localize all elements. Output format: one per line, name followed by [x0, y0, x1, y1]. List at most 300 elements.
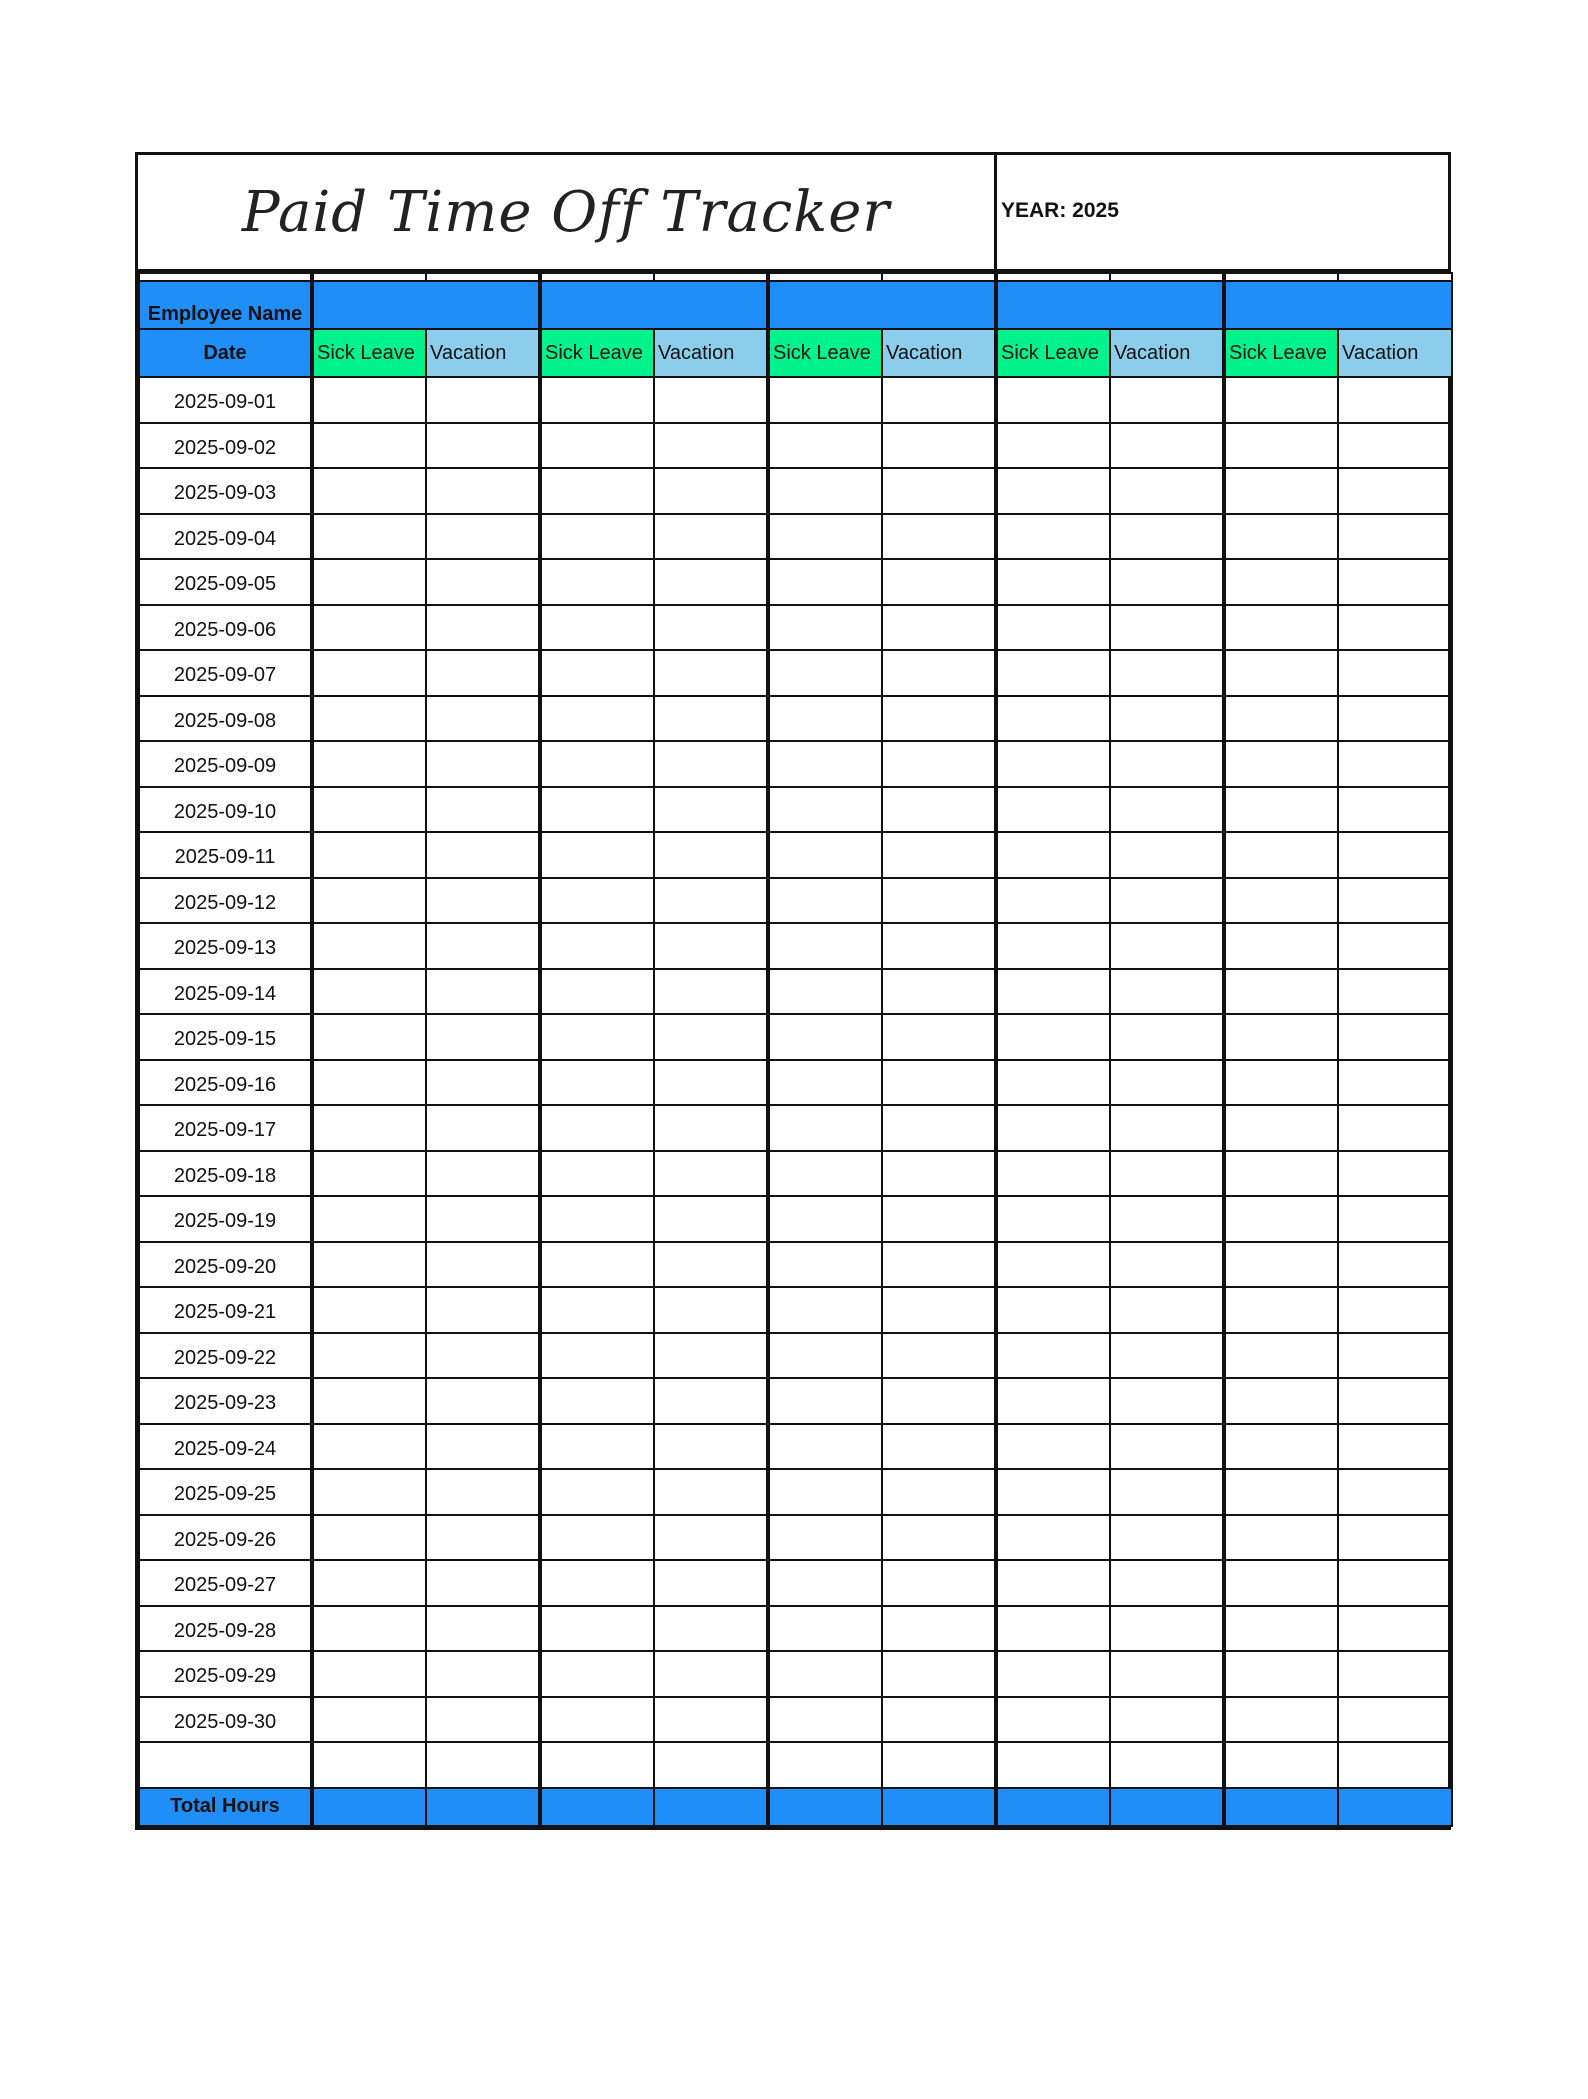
- sick-leave-cell[interactable]: [1224, 741, 1338, 787]
- sick-leave-cell[interactable]: [768, 1151, 882, 1197]
- vacation-cell[interactable]: [654, 832, 768, 878]
- vacation-cell[interactable]: [882, 423, 996, 469]
- vacation-cell[interactable]: [1338, 923, 1452, 969]
- sick-leave-cell[interactable]: [996, 1151, 1110, 1197]
- vacation-cell[interactable]: [426, 1469, 540, 1515]
- sick-leave-cell[interactable]: [1224, 1378, 1338, 1424]
- sick-leave-cell[interactable]: [1224, 650, 1338, 696]
- vacation-cell[interactable]: [654, 1242, 768, 1288]
- vacation-cell[interactable]: [426, 1105, 540, 1151]
- vacation-cell[interactable]: [654, 1196, 768, 1242]
- vacation-cell[interactable]: [1110, 650, 1224, 696]
- sick-leave-cell[interactable]: [540, 1105, 654, 1151]
- sick-leave-cell[interactable]: [1224, 1196, 1338, 1242]
- vacation-cell[interactable]: [1110, 1469, 1224, 1515]
- vacation-cell[interactable]: [1110, 741, 1224, 787]
- sick-leave-cell[interactable]: [1224, 1151, 1338, 1197]
- sick-leave-cell[interactable]: [768, 923, 882, 969]
- vacation-cell[interactable]: [654, 1105, 768, 1151]
- vacation-cell[interactable]: [654, 559, 768, 605]
- vacation-cell[interactable]: [1338, 832, 1452, 878]
- sick-leave-cell[interactable]: [312, 1242, 426, 1288]
- vacation-cell[interactable]: [1338, 514, 1452, 560]
- vacation-cell[interactable]: [1338, 1378, 1452, 1424]
- vacation-cell[interactable]: [426, 741, 540, 787]
- sick-leave-cell[interactable]: [1224, 1242, 1338, 1288]
- vacation-total-cell[interactable]: [426, 1788, 540, 1826]
- sick-leave-cell[interactable]: [540, 1651, 654, 1697]
- date-cell[interactable]: [139, 1742, 312, 1788]
- sick-leave-cell[interactable]: [1224, 1060, 1338, 1106]
- vacation-cell[interactable]: [1338, 468, 1452, 514]
- vacation-cell[interactable]: [1338, 1333, 1452, 1379]
- sick-leave-cell[interactable]: [1224, 468, 1338, 514]
- sick-leave-cell[interactable]: [312, 1560, 426, 1606]
- vacation-cell[interactable]: [654, 696, 768, 742]
- vacation-cell[interactable]: [654, 741, 768, 787]
- vacation-cell[interactable]: [426, 1242, 540, 1288]
- sick-leave-cell[interactable]: [1224, 1333, 1338, 1379]
- vacation-cell[interactable]: [1110, 923, 1224, 969]
- sick-leave-cell[interactable]: [1224, 1606, 1338, 1652]
- sick-leave-cell[interactable]: [312, 741, 426, 787]
- vacation-cell[interactable]: [1110, 514, 1224, 560]
- sick-leave-cell[interactable]: [1224, 1742, 1338, 1788]
- vacation-cell[interactable]: [426, 878, 540, 924]
- sick-leave-cell[interactable]: [1224, 923, 1338, 969]
- vacation-cell[interactable]: [426, 468, 540, 514]
- vacation-cell[interactable]: [426, 832, 540, 878]
- sick-leave-cell[interactable]: [768, 1697, 882, 1743]
- sick-leave-cell[interactable]: [540, 1424, 654, 1470]
- sick-leave-cell[interactable]: [1224, 1651, 1338, 1697]
- vacation-cell[interactable]: [1338, 559, 1452, 605]
- sick-leave-cell[interactable]: [996, 832, 1110, 878]
- vacation-cell[interactable]: [1338, 423, 1452, 469]
- vacation-cell[interactable]: [426, 696, 540, 742]
- vacation-cell[interactable]: [882, 605, 996, 651]
- vacation-cell[interactable]: [1338, 969, 1452, 1015]
- sick-leave-cell[interactable]: [768, 1060, 882, 1106]
- vacation-cell[interactable]: [654, 605, 768, 651]
- sick-leave-cell[interactable]: [768, 605, 882, 651]
- vacation-cell[interactable]: [882, 1515, 996, 1561]
- sick-leave-cell[interactable]: [996, 1196, 1110, 1242]
- vacation-cell[interactable]: [882, 1242, 996, 1288]
- vacation-cell[interactable]: [426, 1742, 540, 1788]
- sick-leave-cell[interactable]: [768, 1469, 882, 1515]
- sick-leave-cell[interactable]: [540, 514, 654, 560]
- sick-leave-cell[interactable]: [1224, 514, 1338, 560]
- vacation-cell[interactable]: [1110, 1060, 1224, 1106]
- vacation-cell[interactable]: [882, 650, 996, 696]
- vacation-cell[interactable]: [1338, 1424, 1452, 1470]
- sick-leave-cell[interactable]: [312, 605, 426, 651]
- vacation-cell[interactable]: [882, 741, 996, 787]
- vacation-cell[interactable]: [654, 1606, 768, 1652]
- sick-leave-cell[interactable]: [312, 1014, 426, 1060]
- sick-leave-cell[interactable]: [312, 696, 426, 742]
- sick-leave-total-cell[interactable]: [312, 1788, 426, 1826]
- vacation-cell[interactable]: [1338, 1196, 1452, 1242]
- vacation-cell[interactable]: [426, 787, 540, 833]
- vacation-cell[interactable]: [882, 1742, 996, 1788]
- sick-leave-cell[interactable]: [996, 377, 1110, 423]
- vacation-cell[interactable]: [1110, 1742, 1224, 1788]
- sick-leave-cell[interactable]: [1224, 1560, 1338, 1606]
- sick-leave-cell[interactable]: [312, 377, 426, 423]
- vacation-cell[interactable]: [1110, 605, 1224, 651]
- vacation-cell[interactable]: [882, 1424, 996, 1470]
- vacation-cell[interactable]: [1110, 1560, 1224, 1606]
- sick-leave-cell[interactable]: [996, 1333, 1110, 1379]
- sick-leave-cell[interactable]: [1224, 559, 1338, 605]
- sick-leave-cell[interactable]: [1224, 1287, 1338, 1333]
- sick-leave-cell[interactable]: [996, 1697, 1110, 1743]
- sick-leave-cell[interactable]: [540, 1151, 654, 1197]
- sick-leave-cell[interactable]: [540, 969, 654, 1015]
- sick-leave-cell[interactable]: [996, 468, 1110, 514]
- sick-leave-cell[interactable]: [996, 878, 1110, 924]
- vacation-total-cell[interactable]: [654, 1788, 768, 1826]
- vacation-cell[interactable]: [1338, 1651, 1452, 1697]
- vacation-cell[interactable]: [426, 423, 540, 469]
- sick-leave-cell[interactable]: [768, 741, 882, 787]
- vacation-cell[interactable]: [426, 1060, 540, 1106]
- vacation-cell[interactable]: [426, 514, 540, 560]
- sick-leave-cell[interactable]: [1224, 787, 1338, 833]
- vacation-cell[interactable]: [426, 1287, 540, 1333]
- sick-leave-cell[interactable]: [312, 1515, 426, 1561]
- sick-leave-cell[interactable]: [540, 1697, 654, 1743]
- vacation-cell[interactable]: [654, 468, 768, 514]
- vacation-cell[interactable]: [882, 878, 996, 924]
- sick-leave-cell[interactable]: [312, 1333, 426, 1379]
- vacation-cell[interactable]: [426, 1014, 540, 1060]
- vacation-cell[interactable]: [882, 923, 996, 969]
- sick-leave-cell[interactable]: [1224, 1469, 1338, 1515]
- sick-leave-cell[interactable]: [312, 514, 426, 560]
- sick-leave-cell[interactable]: [540, 423, 654, 469]
- sick-leave-cell[interactable]: [540, 559, 654, 605]
- vacation-cell[interactable]: [654, 1060, 768, 1106]
- vacation-cell[interactable]: [654, 650, 768, 696]
- sick-leave-cell[interactable]: [312, 650, 426, 696]
- vacation-cell[interactable]: [1338, 650, 1452, 696]
- vacation-cell[interactable]: [654, 787, 768, 833]
- vacation-cell[interactable]: [1110, 423, 1224, 469]
- sick-leave-cell[interactable]: [768, 514, 882, 560]
- vacation-cell[interactable]: [426, 969, 540, 1015]
- vacation-total-cell[interactable]: [1110, 1788, 1224, 1826]
- vacation-cell[interactable]: [882, 969, 996, 1015]
- sick-leave-cell[interactable]: [996, 1287, 1110, 1333]
- vacation-cell[interactable]: [654, 1469, 768, 1515]
- vacation-cell[interactable]: [426, 1333, 540, 1379]
- vacation-cell[interactable]: [1110, 878, 1224, 924]
- sick-leave-cell[interactable]: [996, 423, 1110, 469]
- sick-leave-cell[interactable]: [1224, 605, 1338, 651]
- sick-leave-cell[interactable]: [1224, 1515, 1338, 1561]
- sick-leave-cell[interactable]: [1224, 1697, 1338, 1743]
- sick-leave-cell[interactable]: [768, 969, 882, 1015]
- vacation-cell[interactable]: [426, 1378, 540, 1424]
- vacation-cell[interactable]: [882, 787, 996, 833]
- sick-leave-cell[interactable]: [996, 1651, 1110, 1697]
- sick-leave-cell[interactable]: [996, 650, 1110, 696]
- sick-leave-cell[interactable]: [312, 1697, 426, 1743]
- vacation-cell[interactable]: [1338, 1287, 1452, 1333]
- sick-leave-cell[interactable]: [312, 1287, 426, 1333]
- vacation-cell[interactable]: [1338, 1606, 1452, 1652]
- sick-leave-cell[interactable]: [540, 1242, 654, 1288]
- sick-leave-cell[interactable]: [1224, 423, 1338, 469]
- vacation-cell[interactable]: [882, 1469, 996, 1515]
- sick-leave-cell[interactable]: [312, 923, 426, 969]
- vacation-cell[interactable]: [882, 514, 996, 560]
- sick-leave-cell[interactable]: [1224, 832, 1338, 878]
- sick-leave-total-cell[interactable]: [996, 1788, 1110, 1826]
- vacation-cell[interactable]: [882, 832, 996, 878]
- sick-leave-cell[interactable]: [312, 1606, 426, 1652]
- sick-leave-cell[interactable]: [996, 787, 1110, 833]
- vacation-cell[interactable]: [1110, 696, 1224, 742]
- vacation-cell[interactable]: [882, 1060, 996, 1106]
- sick-leave-cell[interactable]: [312, 1651, 426, 1697]
- vacation-cell[interactable]: [654, 1515, 768, 1561]
- sick-leave-cell[interactable]: [996, 1014, 1110, 1060]
- vacation-cell[interactable]: [426, 650, 540, 696]
- sick-leave-cell[interactable]: [312, 1424, 426, 1470]
- vacation-cell[interactable]: [426, 1606, 540, 1652]
- sick-leave-cell[interactable]: [996, 1515, 1110, 1561]
- employee-name-input[interactable]: [1224, 281, 1452, 329]
- vacation-cell[interactable]: [882, 1651, 996, 1697]
- sick-leave-cell[interactable]: [996, 1060, 1110, 1106]
- sick-leave-cell[interactable]: [768, 1742, 882, 1788]
- employee-name-input[interactable]: [312, 281, 540, 329]
- sick-leave-cell[interactable]: [768, 696, 882, 742]
- sick-leave-cell[interactable]: [540, 377, 654, 423]
- sick-leave-total-cell[interactable]: [768, 1788, 882, 1826]
- vacation-total-cell[interactable]: [882, 1788, 996, 1826]
- sick-leave-cell[interactable]: [768, 1333, 882, 1379]
- sick-leave-cell[interactable]: [768, 468, 882, 514]
- vacation-cell[interactable]: [1110, 1651, 1224, 1697]
- sick-leave-cell[interactable]: [1224, 1014, 1338, 1060]
- vacation-cell[interactable]: [1338, 1469, 1452, 1515]
- sick-leave-cell[interactable]: [768, 559, 882, 605]
- sick-leave-cell[interactable]: [540, 1606, 654, 1652]
- vacation-cell[interactable]: [882, 1151, 996, 1197]
- vacation-cell[interactable]: [1338, 1060, 1452, 1106]
- vacation-cell[interactable]: [654, 1378, 768, 1424]
- vacation-cell[interactable]: [882, 1378, 996, 1424]
- vacation-cell[interactable]: [1110, 1287, 1224, 1333]
- vacation-cell[interactable]: [654, 377, 768, 423]
- sick-leave-cell[interactable]: [996, 1105, 1110, 1151]
- sick-leave-cell[interactable]: [312, 1151, 426, 1197]
- vacation-cell[interactable]: [1338, 696, 1452, 742]
- vacation-cell[interactable]: [654, 1333, 768, 1379]
- vacation-cell[interactable]: [654, 1697, 768, 1743]
- sick-leave-cell[interactable]: [768, 1515, 882, 1561]
- sick-leave-cell[interactable]: [540, 1060, 654, 1106]
- sick-leave-cell[interactable]: [996, 605, 1110, 651]
- sick-leave-cell[interactable]: [540, 878, 654, 924]
- sick-leave-cell[interactable]: [312, 423, 426, 469]
- vacation-cell[interactable]: [654, 1560, 768, 1606]
- sick-leave-cell[interactable]: [540, 923, 654, 969]
- sick-leave-cell[interactable]: [312, 1196, 426, 1242]
- sick-leave-cell[interactable]: [768, 1287, 882, 1333]
- sick-leave-cell[interactable]: [540, 787, 654, 833]
- vacation-cell[interactable]: [1338, 377, 1452, 423]
- sick-leave-cell[interactable]: [312, 559, 426, 605]
- sick-leave-cell[interactable]: [540, 696, 654, 742]
- sick-leave-cell[interactable]: [540, 1014, 654, 1060]
- sick-leave-cell[interactable]: [768, 1606, 882, 1652]
- vacation-cell[interactable]: [654, 1424, 768, 1470]
- vacation-cell[interactable]: [654, 1151, 768, 1197]
- vacation-cell[interactable]: [426, 1424, 540, 1470]
- sick-leave-cell[interactable]: [1224, 1105, 1338, 1151]
- vacation-cell[interactable]: [882, 559, 996, 605]
- vacation-cell[interactable]: [882, 1697, 996, 1743]
- vacation-cell[interactable]: [654, 969, 768, 1015]
- vacation-cell[interactable]: [654, 423, 768, 469]
- sick-leave-cell[interactable]: [768, 1242, 882, 1288]
- sick-leave-cell[interactable]: [540, 1469, 654, 1515]
- sick-leave-cell[interactable]: [996, 1424, 1110, 1470]
- sick-leave-cell[interactable]: [1224, 696, 1338, 742]
- sick-leave-cell[interactable]: [996, 514, 1110, 560]
- sick-leave-cell[interactable]: [540, 1378, 654, 1424]
- vacation-cell[interactable]: [1110, 1151, 1224, 1197]
- vacation-cell[interactable]: [426, 1196, 540, 1242]
- sick-leave-cell[interactable]: [540, 741, 654, 787]
- sick-leave-cell[interactable]: [996, 559, 1110, 605]
- vacation-cell[interactable]: [1338, 741, 1452, 787]
- vacation-cell[interactable]: [882, 1606, 996, 1652]
- sick-leave-cell[interactable]: [996, 696, 1110, 742]
- sick-leave-cell[interactable]: [540, 1560, 654, 1606]
- sick-leave-cell[interactable]: [540, 468, 654, 514]
- vacation-cell[interactable]: [882, 1333, 996, 1379]
- vacation-cell[interactable]: [1338, 878, 1452, 924]
- sick-leave-cell[interactable]: [1224, 878, 1338, 924]
- vacation-cell[interactable]: [882, 1287, 996, 1333]
- sick-leave-cell[interactable]: [768, 377, 882, 423]
- vacation-cell[interactable]: [1110, 1378, 1224, 1424]
- sick-leave-total-cell[interactable]: [1224, 1788, 1338, 1826]
- vacation-cell[interactable]: [1110, 787, 1224, 833]
- vacation-cell[interactable]: [426, 1697, 540, 1743]
- vacation-cell[interactable]: [882, 1014, 996, 1060]
- sick-leave-total-cell[interactable]: [540, 1788, 654, 1826]
- vacation-cell[interactable]: [1110, 1606, 1224, 1652]
- sick-leave-cell[interactable]: [312, 1469, 426, 1515]
- vacation-cell[interactable]: [882, 377, 996, 423]
- vacation-cell[interactable]: [1110, 1424, 1224, 1470]
- sick-leave-cell[interactable]: [768, 1651, 882, 1697]
- vacation-cell[interactable]: [1338, 1742, 1452, 1788]
- vacation-cell[interactable]: [426, 1515, 540, 1561]
- sick-leave-cell[interactable]: [540, 605, 654, 651]
- sick-leave-cell[interactable]: [996, 1469, 1110, 1515]
- sick-leave-cell[interactable]: [312, 1105, 426, 1151]
- sick-leave-cell[interactable]: [312, 1378, 426, 1424]
- vacation-cell[interactable]: [426, 1560, 540, 1606]
- sick-leave-cell[interactable]: [768, 1196, 882, 1242]
- employee-name-input[interactable]: [996, 281, 1224, 329]
- sick-leave-cell[interactable]: [540, 1742, 654, 1788]
- sick-leave-cell[interactable]: [996, 1242, 1110, 1288]
- sick-leave-cell[interactable]: [312, 969, 426, 1015]
- sick-leave-cell[interactable]: [540, 1287, 654, 1333]
- vacation-cell[interactable]: [654, 1742, 768, 1788]
- vacation-cell[interactable]: [1338, 1151, 1452, 1197]
- vacation-cell[interactable]: [882, 1196, 996, 1242]
- vacation-cell[interactable]: [1110, 1515, 1224, 1561]
- sick-leave-cell[interactable]: [768, 1424, 882, 1470]
- vacation-cell[interactable]: [654, 1651, 768, 1697]
- vacation-cell[interactable]: [654, 514, 768, 560]
- vacation-cell[interactable]: [654, 1287, 768, 1333]
- vacation-cell[interactable]: [426, 1651, 540, 1697]
- sick-leave-cell[interactable]: [540, 650, 654, 696]
- sick-leave-cell[interactable]: [768, 650, 882, 696]
- sick-leave-cell[interactable]: [1224, 1424, 1338, 1470]
- sick-leave-cell[interactable]: [312, 1060, 426, 1106]
- vacation-cell[interactable]: [1110, 1697, 1224, 1743]
- vacation-cell[interactable]: [426, 605, 540, 651]
- vacation-cell[interactable]: [426, 559, 540, 605]
- vacation-cell[interactable]: [1338, 787, 1452, 833]
- sick-leave-cell[interactable]: [768, 1105, 882, 1151]
- vacation-cell[interactable]: [882, 468, 996, 514]
- vacation-cell[interactable]: [654, 1014, 768, 1060]
- vacation-cell[interactable]: [654, 923, 768, 969]
- sick-leave-cell[interactable]: [768, 423, 882, 469]
- vacation-cell[interactable]: [1110, 832, 1224, 878]
- vacation-cell[interactable]: [882, 1105, 996, 1151]
- vacation-cell[interactable]: [1110, 1014, 1224, 1060]
- vacation-cell[interactable]: [1338, 605, 1452, 651]
- sick-leave-cell[interactable]: [996, 1378, 1110, 1424]
- vacation-cell[interactable]: [882, 1560, 996, 1606]
- vacation-cell[interactable]: [1338, 1560, 1452, 1606]
- vacation-cell[interactable]: [1338, 1105, 1452, 1151]
- sick-leave-cell[interactable]: [312, 832, 426, 878]
- sick-leave-cell[interactable]: [996, 1742, 1110, 1788]
- sick-leave-cell[interactable]: [996, 741, 1110, 787]
- employee-name-input[interactable]: [768, 281, 996, 329]
- vacation-cell[interactable]: [1110, 1333, 1224, 1379]
- sick-leave-cell[interactable]: [996, 1560, 1110, 1606]
- vacation-cell[interactable]: [426, 377, 540, 423]
- vacation-cell[interactable]: [1110, 377, 1224, 423]
- sick-leave-cell[interactable]: [540, 1515, 654, 1561]
- vacation-cell[interactable]: [426, 1151, 540, 1197]
- vacation-cell[interactable]: [882, 696, 996, 742]
- vacation-cell[interactable]: [1110, 1105, 1224, 1151]
- sick-leave-cell[interactable]: [540, 832, 654, 878]
- sick-leave-cell[interactable]: [768, 1378, 882, 1424]
- vacation-cell[interactable]: [654, 878, 768, 924]
- sick-leave-cell[interactable]: [312, 468, 426, 514]
- vacation-cell[interactable]: [426, 923, 540, 969]
